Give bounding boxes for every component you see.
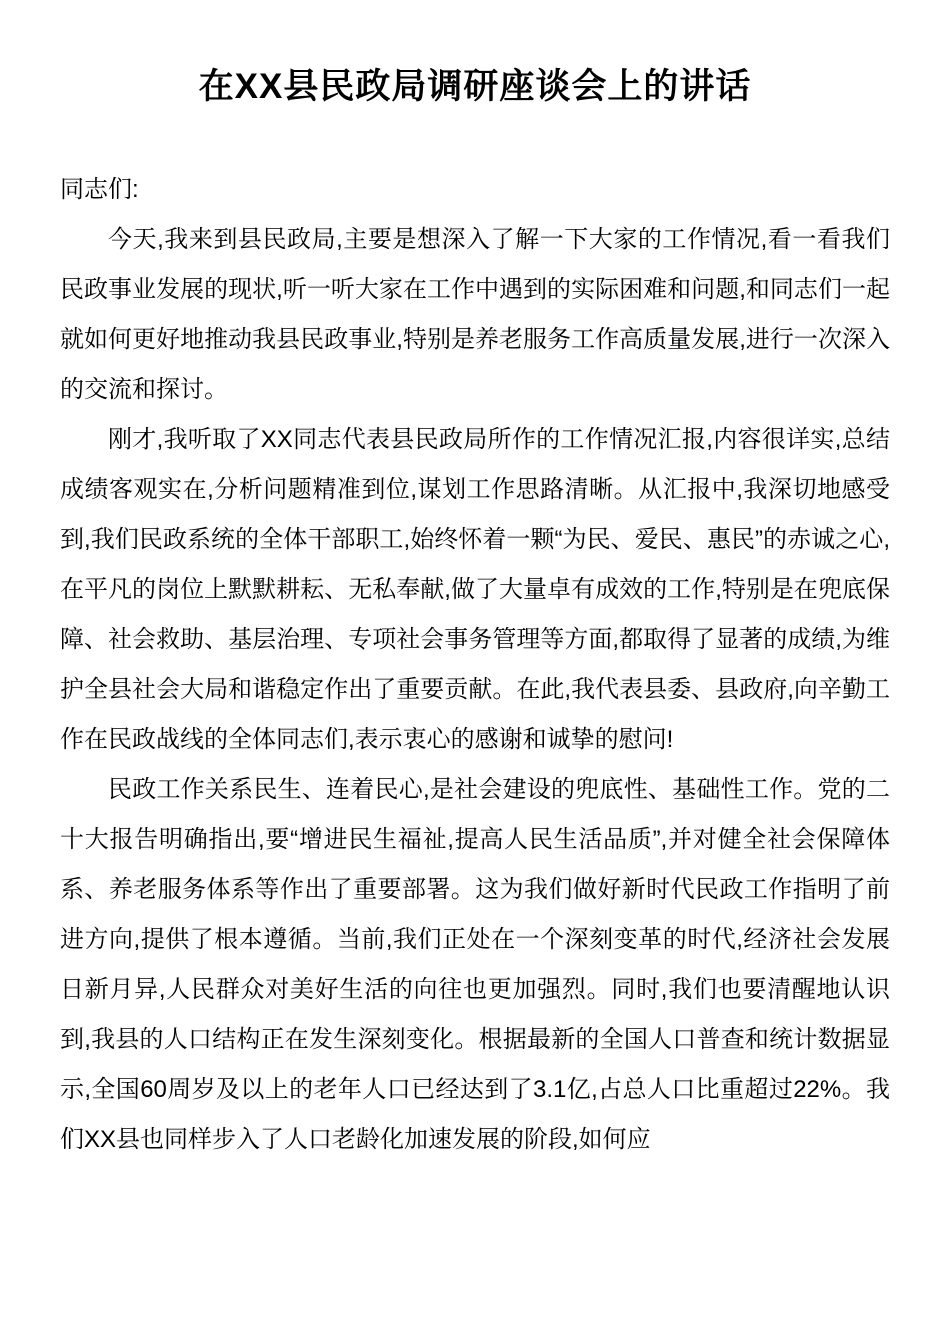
paragraph-2: 刚才,我听取了XX同志代表县民政局所作的工作情况汇报,内容很详实,总结成绩客观实在,分析问题精准到位,谋划工作思路清晰。从汇报中,我深切地感受到,我们民政系统的全体干部职工,始终怀着一颗“为民、爱民、惠民”的赤诚之心,在平凡的岗位上默默耕耘、无私奉献,做了大量卓有成效的工作,特别是在兜底保障、社会救助、基层治理、专项社会事务管理等方面,都取得了显著的成绩,为维护全县社会大局和谐稳定作出了重要贡献。在此,我代表县委、县政府,向辛勤工作在民政战线的全体同志们,表示衷心的感谢和诚挚的慰问! — [60, 426, 890, 753]
paragraph-1: 今天,我来到县民政局,主要是想深入了解一下大家的工作情况,看一看我们民政事业发展的现状,听一听大家在工作中遇到的实际困难和问题,和同志们一起就如何更好地推动我县民政事业,特别是养老服务工作高质量发展,进行一次深入的交流和探讨。 — [60, 226, 890, 403]
document-content — [0, 64, 950, 1165]
paragraph-3: 民政工作关系民生、连着民心,是社会建设的兜底性、基础性工作。党的二十大报告明确指出,要“增进民生福祉,提高人民生活品质”,并对健全社会保障体系、养老服务体系等作出了重要部署。这为我们做好新时代民政工作指明了前进方向,提供了根本遵循。当前,我们正处在一个深刻变革的时代,经济社会发展日新月异,人民群众对美好生活的向往也更加强烈。同时,我们也要清醒地认识到,我县的人口结构正在发生深刻变化。根据最新的全国人口普查和统计数据显示,全国60周岁及以上的老年人口已经达到了3.1亿,占总人口比重超过22%。我们XX县也同样步入了人口老龄化加速发展的阶段,如何应 — [60, 776, 890, 1153]
salutation: 同志们: — [60, 176, 139, 203]
document-title: 在XX县民政局调研座谈会上的讲话 — [198, 67, 752, 106]
